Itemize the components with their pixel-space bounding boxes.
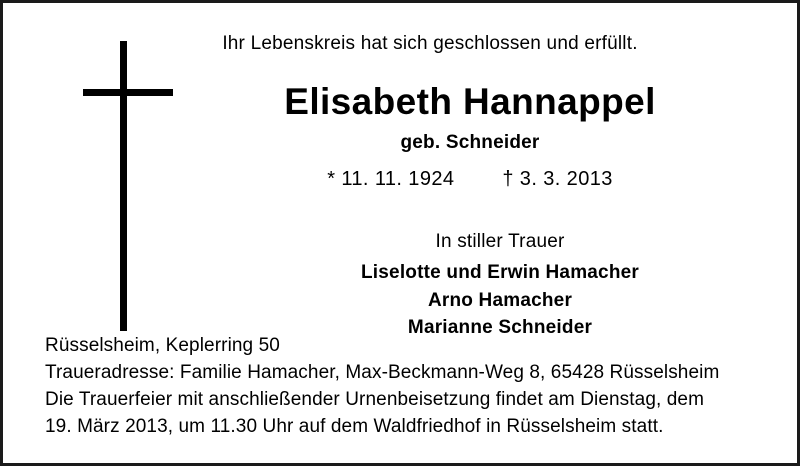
mourning-block [263, 231, 737, 342]
maiden-name: geb. Schneider [400, 131, 540, 153]
cross-vertical-bar [120, 41, 127, 331]
ceremony-line-1: Die Trauerfeier mit anschließender Urnenbeisetzung findet am Dienstag, dem [45, 389, 705, 411]
ceremony-line-2: 19. März 2013, um 11.30 Uhr auf dem Waldfriedhof in Rüsselsheim statt. [45, 416, 664, 438]
footer-block [45, 333, 777, 441]
contact-line: Traueradresse: Familie Hamacher, Max-Beckmann-Weg 8, 65428 Rüsselsheim [45, 362, 720, 384]
list-item: Arno Hamacher [427, 289, 573, 311]
deceased-block [163, 81, 777, 191]
cross-icon [83, 41, 173, 331]
intro-text-row [3, 33, 797, 55]
list-item: Liselotte und Erwin Hamacher [361, 262, 639, 283]
life-dates [163, 168, 777, 191]
cross-horizontal-bar [83, 89, 173, 96]
death-date: † 3. 3. 2013 [502, 167, 613, 190]
mourning-title: In stiller Trauer [435, 231, 565, 252]
birth-date: * 11. 11. 1924 [327, 167, 455, 190]
address-line: Rüsselsheim, Keplerring 50 [45, 335, 280, 357]
mourners-list [263, 259, 737, 342]
intro-text: Ihr Lebenskreis hat sich geschlossen und erfüllt. [222, 33, 638, 54]
list-item: Marianne Schneider [407, 317, 593, 339]
deceased-name: Elisabeth Hannappel [284, 81, 656, 122]
